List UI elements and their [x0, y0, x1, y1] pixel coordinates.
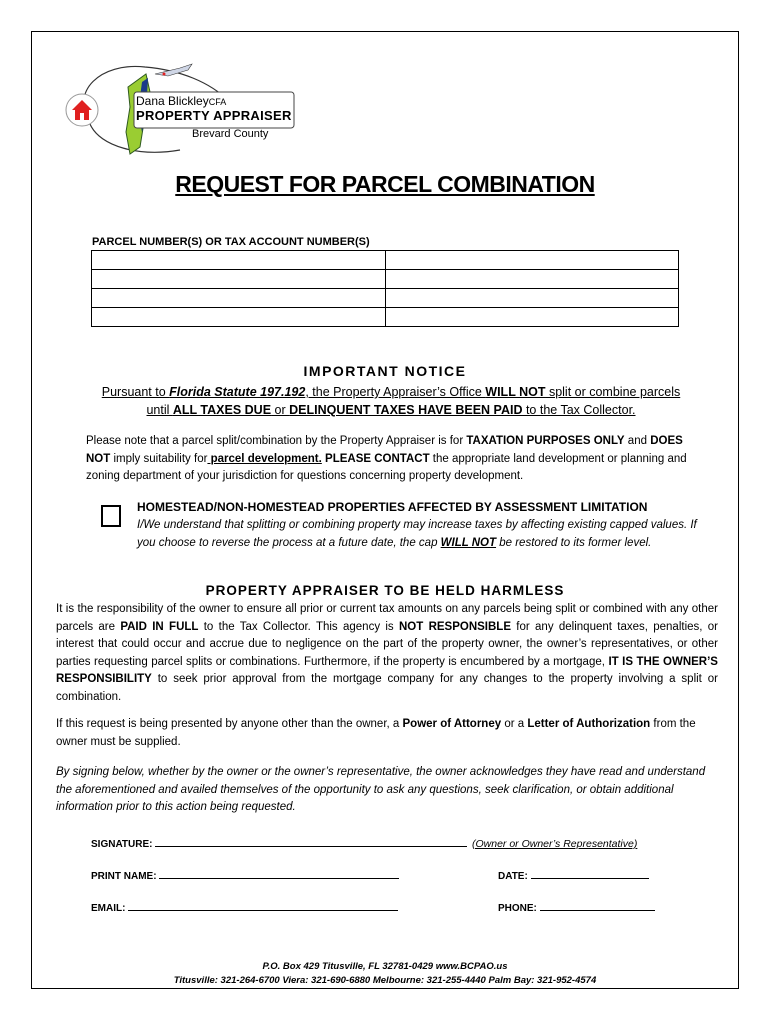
date-label: DATE: [498, 871, 528, 882]
table-row [92, 289, 679, 308]
footer-address: P.O. Box 429 Titusville, FL 32781-0429 www.BCPAO.us [262, 961, 508, 972]
held-harmless-paragraph: It is the responsibility of the owner to ensure all prior or current tax amounts on any parcels being split or combined with any other parcels are PAID IN FULL to the Tax Collector. This agency is NOT RESPONSIBLE for any delinquent taxes, penalties, or interest that could occur and accrue due to negligence on the part of the property owner, the owner’s representatives, or other parties requesting parcel splits or combinations. Furthermore, if the property is encumbered by a mortgage, IT IS THE OWNER’S RESPONSIBILITY to seek prior approval from the mortgage company for any changes to the property involving a split or combination. [56, 603, 718, 703]
parcel-input-cell[interactable] [385, 308, 679, 327]
acknowledgement-paragraph: By signing below, whether by the owner or the owner’s representative, the owner acknowledges they have read and understand the aforementioned and availed themselves of the opportunity to ask any questions, seek clarification, or obtain additional information prior to this action being requested. [56, 766, 706, 813]
parcel-numbers-label: PARCEL NUMBER(S) OR TAX ACCOUNT NUMBER(S) [92, 236, 370, 248]
parcel-input-cell[interactable] [92, 270, 386, 289]
important-notice-text: Pursuant to Florida Statute 197.192, the Property Appraiser’s Office WILL NOT split or combine parcels until ALL TAXES DUE or DELINQUENT TAXES HAVE BEEN PAID to the Tax Collector. [101, 385, 681, 417]
footer-phones: Titusville: 321-264-6700 Viera: 321-690-6880 Melbourne: 321-255-4440 Palm Bay: 321-952-4574 [173, 975, 597, 986]
signature-label: SIGNATURE: [91, 839, 153, 850]
date-field[interactable] [498, 871, 649, 882]
power-of-attorney-paragraph: If this request is being presented by anyone other than the owner, a Power of Attorney or a Letter of Authorization from the owner must be supplied. [56, 718, 696, 748]
print-name-label: PRINT NAME: [91, 871, 157, 882]
homestead-text: I/We understand that splitting or combining property may increase taxes by affecting existing capped values. If you choose to reverse the process at a future date, the cap WILL NOT be restored to its former level. [137, 519, 697, 549]
table-row [92, 251, 679, 270]
parcel-input-cell[interactable] [385, 270, 679, 289]
important-notice-heading: IMPORTANT NOTICE [303, 363, 467, 379]
phone-field[interactable] [498, 903, 655, 914]
parcel-input-cell[interactable] [92, 308, 386, 327]
parcel-numbers-table [91, 250, 679, 327]
held-harmless-heading: PROPERTY APPRAISER TO BE HELD HARMLESS [205, 583, 565, 598]
signature-field[interactable] [91, 839, 467, 850]
parcel-input-cell[interactable] [385, 251, 679, 270]
table-row [92, 308, 679, 327]
taxation-purposes-paragraph: Please note that a parcel split/combination by the Property Appraiser is for TAXATION PURPOSES ONLY and DOES NOT imply suitability for parcel development. PLEASE CONTACT the appropriate land development or planning and zoning department of your jurisdiction for questions concerning property development. [86, 435, 687, 482]
email-field[interactable] [91, 903, 398, 914]
appraiser-name: Dana BlickleyCFA [136, 94, 227, 108]
parcel-input-cell[interactable] [385, 289, 679, 308]
appraiser-credential: CFA [208, 97, 227, 107]
table-row [92, 270, 679, 289]
parcel-input-cell[interactable] [92, 289, 386, 308]
homestead-heading: HOMESTEAD/NON-HOMESTEAD PROPERTIES AFFECTED BY ASSESSMENT LIMITATION [137, 500, 648, 514]
signature-note: (Owner or Owner’s Representative) [472, 838, 638, 850]
page-title: REQUEST FOR PARCEL COMBINATION [175, 171, 595, 197]
appraiser-county: Brevard County [192, 128, 269, 140]
print-name-field[interactable] [91, 871, 399, 882]
parcel-input-cell[interactable] [92, 251, 386, 270]
homestead-checkbox[interactable] [101, 505, 121, 527]
appraiser-org: PROPERTY APPRAISER [136, 108, 292, 123]
email-label: EMAIL: [91, 903, 126, 914]
phone-label: PHONE: [498, 903, 537, 914]
